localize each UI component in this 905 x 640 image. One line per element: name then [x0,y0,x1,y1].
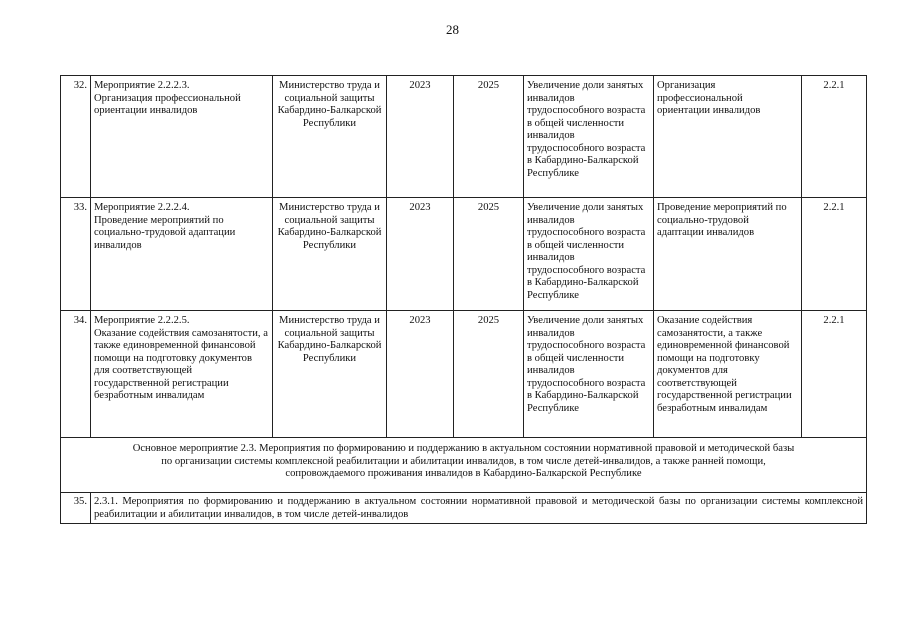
section-header-line: сопровождаемого проживания инвалидов в Кабардино-Балкарской Республике [285,468,642,479]
table-row [61,493,867,524]
event-cell [91,311,273,438]
event-description: Организация профессиональной ориентации инвалидов [94,92,241,116]
event-title: Мероприятие 2.2.2.3. [94,80,190,91]
event-title: Мероприятие 2.2.2.4. [94,202,190,213]
section-header-line: по организации системы комплексной реабилитации и абилитации инвалидов, в том числе детей-инвалидов, а также ранней помощи, [161,455,766,467]
code-cell: 2.2.1 [802,198,867,311]
event-title: Мероприятие 2.2.2.5. [94,315,190,326]
result-cell: Организация профессиональной ориентации инвалидов [654,76,802,198]
event-cell [91,198,273,311]
start-year-cell: 2023 [387,311,454,438]
executor-cell: Министерство труда и социальной защиты Кабардино-Балкарской Республики [273,311,387,438]
row-number: 34. [61,311,91,438]
section-header-line: Основное мероприятие 2.3. Мероприятия по формированию и поддержанию в актуальном состоянии нормативной правовой и методической базы [132,443,795,454]
row-number: 35. [61,493,91,524]
program-table [60,75,867,524]
event-cell [91,76,273,198]
indicator-cell: Увеличение доли занятых инвалидов трудоспособного возраста в общей численности инвалидов трудоспособного возраста в Кабардино-Балкарской Республике [524,311,654,438]
subsection-text: 2.3.1. Мероприятия по формированию и поддержанию в актуальном состоянии нормативной правовой и методической базы по организации системы комплексной реабилитации и абилитации инвалидов, в том числе детей-инвалидов [91,493,867,524]
section-header-row [61,438,867,493]
page-number: 28 [446,22,459,37]
executor-cell: Министерство труда и социальной защиты Кабардино-Балкарской Республики [273,76,387,198]
code-cell: 2.2.1 [802,76,867,198]
indicator-cell: Увеличение доли занятых инвалидов трудоспособного возраста в общей численности инвалидов трудоспособного возраста в Кабардино-Балкарской Республике [524,198,654,311]
table-row [61,198,867,311]
end-year-cell: 2025 [454,198,524,311]
table-row [61,311,867,438]
row-number: 33. [61,198,91,311]
result-cell: Проведение мероприятий по социально-трудовой адаптации инвалидов [654,198,802,311]
end-year-cell: 2025 [454,311,524,438]
start-year-cell: 2023 [387,76,454,198]
table-row [61,76,867,198]
code-cell: 2.2.1 [802,311,867,438]
result-cell: Оказание содействия самозанятости, а также единовременной финансовой помощи на подготовку документов для соответствующей государственной регистрации безработным инвалидам [654,311,802,438]
end-year-cell: 2025 [454,76,524,198]
executor-cell: Министерство труда и социальной защиты Кабардино-Балкарской Республики [273,198,387,311]
event-description: Оказание содействия самозанятости, а также единовременной финансовой помощи на подготовку документов для соответствующей государственной регистрации безработным инвалидам [94,327,268,401]
event-description: Проведение мероприятий по социально-трудовой адаптации инвалидов [94,214,236,251]
indicator-cell: Увеличение доли занятых инвалидов трудоспособного возраста в общей численности инвалидов трудоспособного возраста в Кабардино-Балкарской Республике [524,76,654,198]
start-year-cell: 2023 [387,198,454,311]
section-header-cell [61,438,867,493]
row-number: 32. [61,76,91,198]
